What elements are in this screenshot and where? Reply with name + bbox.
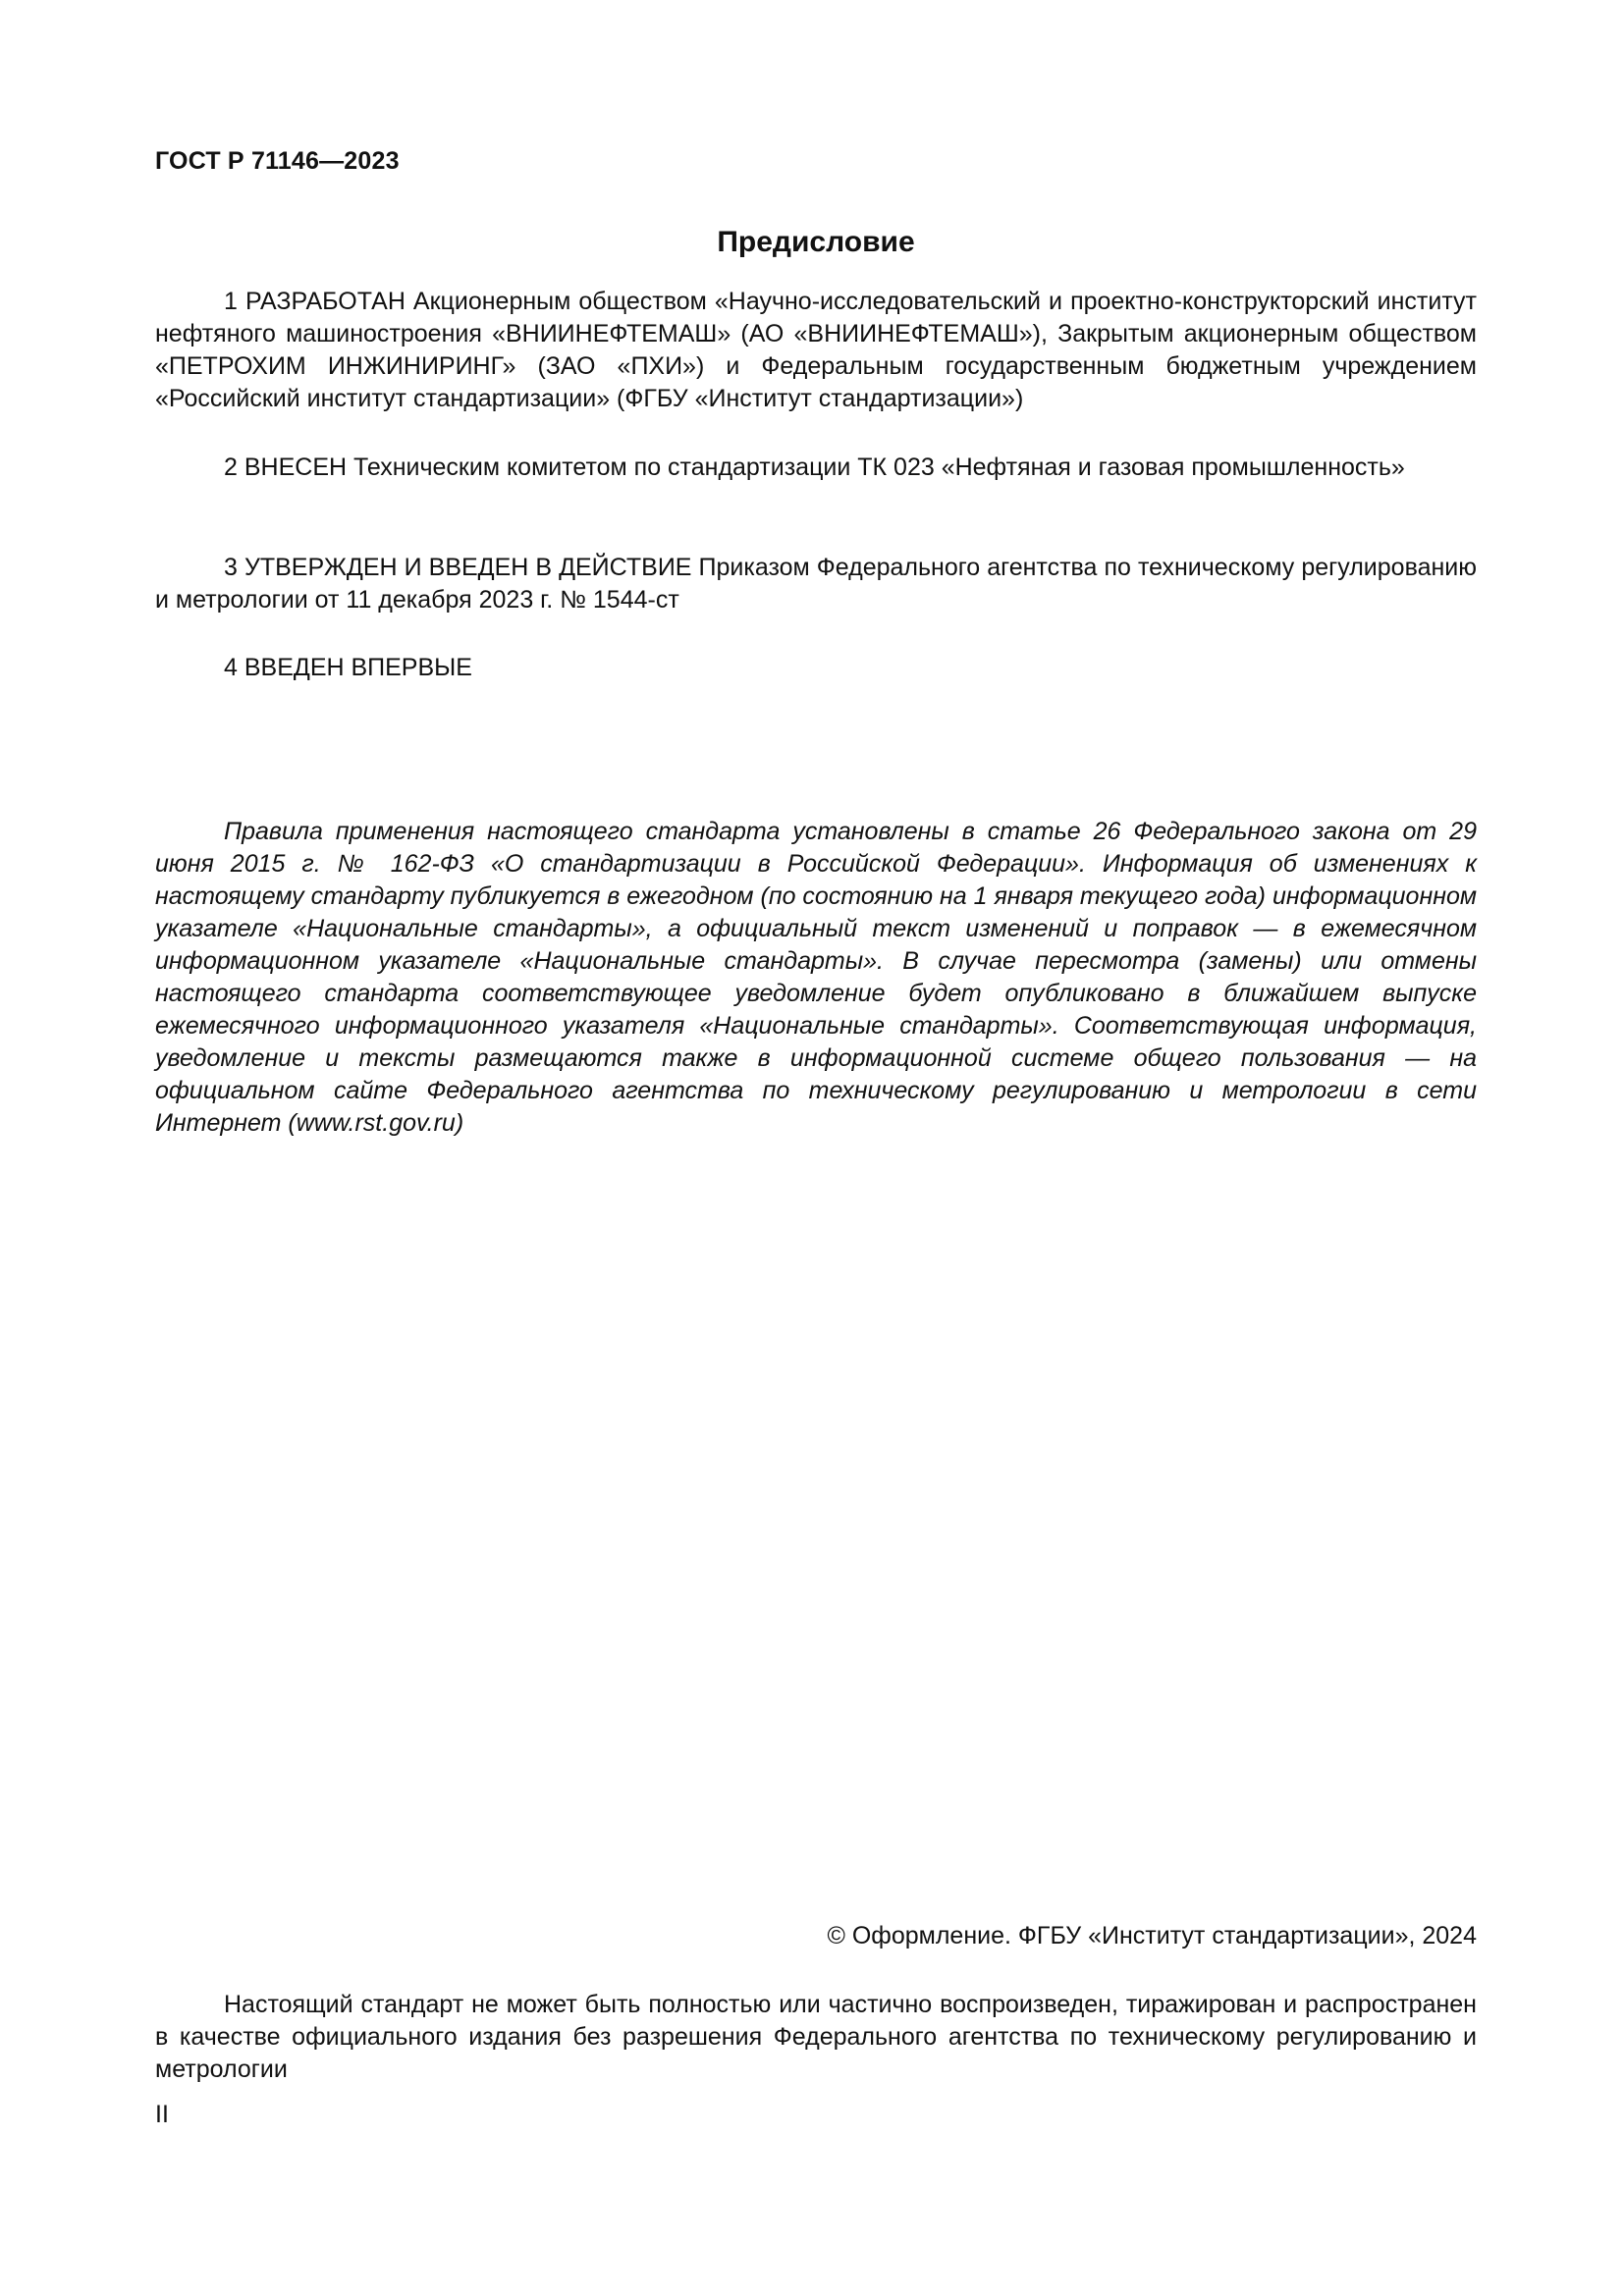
page-number: II bbox=[155, 2101, 169, 2128]
item-number: 2 bbox=[224, 454, 238, 481]
foreword-item-3 bbox=[155, 552, 1477, 616]
foreword-item-1 bbox=[155, 286, 1477, 415]
item-text: УТВЕРЖДЕН И ВВЕДЕН В ДЕЙСТВИЕ Приказом Федерального агентства по техническому регулированию и метрологии от 11 декабря 2023 г. № 1544-ст bbox=[155, 554, 1477, 614]
item-text: ВВЕДЕН ВПЕРВЫЕ bbox=[244, 654, 472, 681]
foreword-item-2 bbox=[155, 452, 1477, 484]
page-title: Предисловие bbox=[717, 226, 915, 258]
foreword-item-4 bbox=[155, 652, 1477, 684]
reproduction-rights-notice: Настоящий стандарт не может быть полностью или частично воспроизведен, тиражирован и распространен в качестве официального издания без разрешения Федерального агентства по техническому регулированию и метрологии bbox=[155, 1991, 1477, 2083]
item-number: 4 bbox=[224, 654, 238, 681]
application-rules-notice: Правила применения настоящего стандарта установлены в статье 26 Федерального закона от 29 июня 2015 г. № 162-ФЗ «О стандартизации в Российской Федерации». Информация об изменениях к настоящему стандарту публикуется в ежегодном (по состоянию на 1 января текущего года) информационном указателе «Национальные стандарты», а официальный текст изменений и поправок — в ежемесячном информационном указателе «Национальные стандарты». В случае пересмотра (замены) или отмены настоящего стандарта соответствующее уведомление будет опубликовано в ближайшем выпуске ежемесячного информационного указателя «Национальные стандарты». Соответствующая информация, уведомление и тексты размещаются также в информационной системе общего пользования — на официальном сайте Федерального агентства по техническому регулированию и метрологии в сети Интернет (www.rst.gov.ru) bbox=[155, 818, 1478, 1137]
item-number: 1 bbox=[224, 288, 238, 315]
item-text: ВНЕСЕН Техническим комитетом по стандартизации ТК 023 «Нефтяная и газовая промышленность» bbox=[244, 454, 1405, 481]
item-number: 3 bbox=[224, 554, 238, 581]
standard-code: ГОСТ Р 71146—2023 bbox=[155, 147, 400, 175]
copyright-line: © Оформление. ФГБУ «Институт стандартизации», 2024 bbox=[827, 1922, 1477, 1949]
item-text: РАЗРАБОТАН Акционерным обществом «Научно-исследовательский и проектно-конструкторский институт нефтяного машиностроения «ВНИИНЕФТЕМАШ» (АО «ВНИИНЕФТЕМАШ»), Закрытым акционерным обществом «ПЕТРОХИМ ИНЖИНИРИНГ» (ЗАО «ПХИ») и Федеральным государственным бюджетным учреждением «Российский институт стандартизации» (ФГБУ «Институт стандартизации») bbox=[155, 288, 1477, 412]
